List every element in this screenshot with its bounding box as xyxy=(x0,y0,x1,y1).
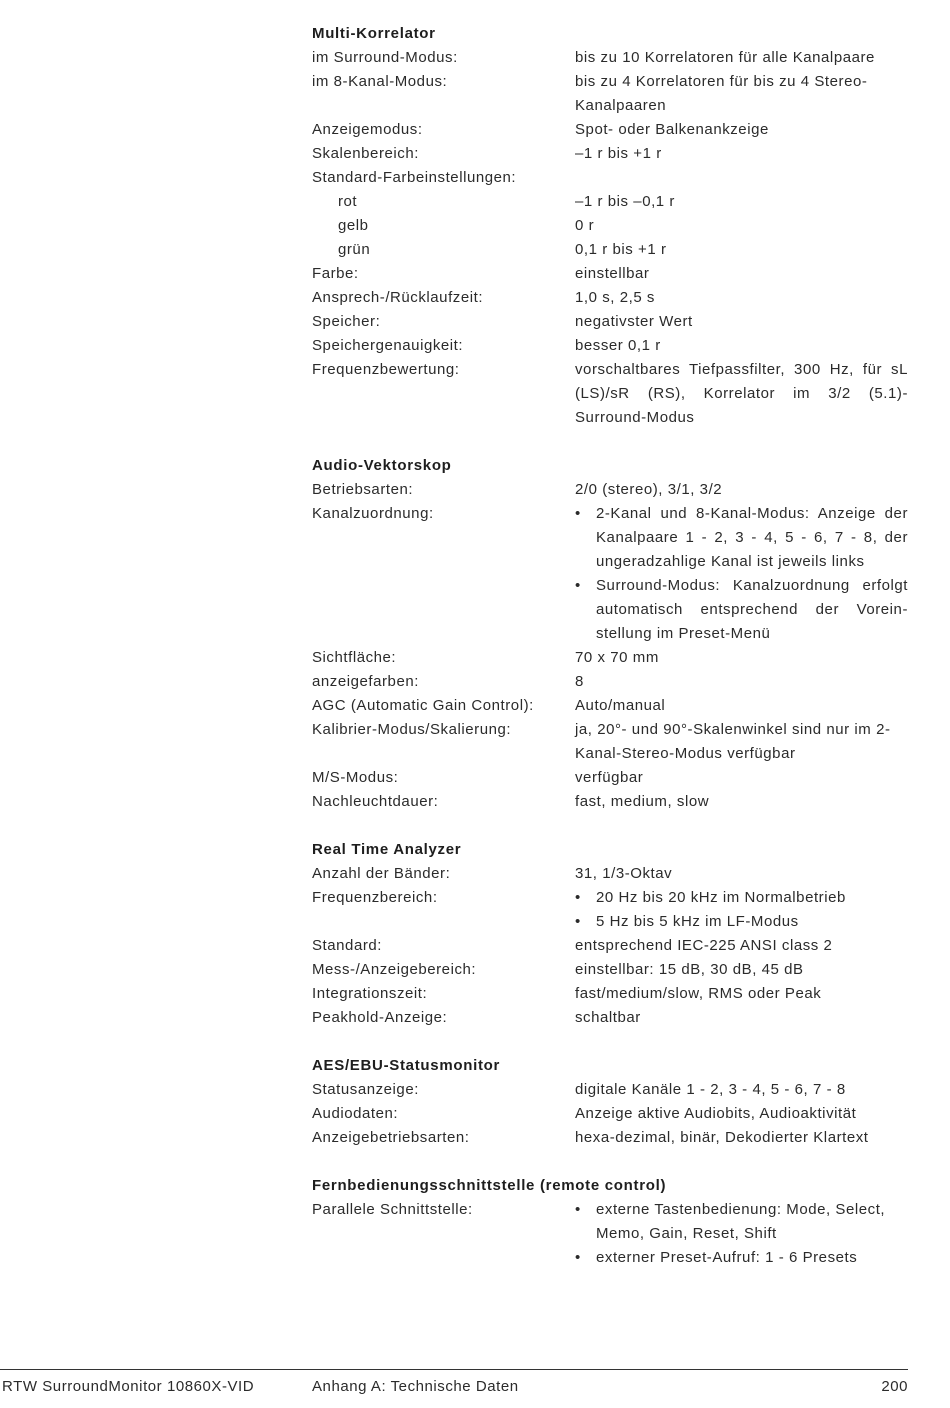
spec-row xyxy=(312,238,908,262)
spec-row xyxy=(312,646,908,670)
spec-label: Skalenbereich: xyxy=(312,145,419,162)
bullet-item xyxy=(575,886,908,910)
spec-value xyxy=(575,886,908,934)
spec-value: ja, 20°- und 90°-Skalenwinkel sind nur im 2-Kanal-Stereo-Modus verfügbar xyxy=(575,721,891,762)
spec-label: Speichergenauigkeit: xyxy=(312,337,464,354)
spec-row xyxy=(312,1102,908,1126)
spec-label: M/S-Modus: xyxy=(312,769,399,786)
spec-label: Kalibrier-Modus/Skalierung: xyxy=(312,721,512,738)
spec-value: einstellbar: 15 dB, 30 dB, 45 dB xyxy=(575,961,804,978)
bullet-text: externer Preset-Aufruf: 1 - 6 Presets xyxy=(596,1249,858,1266)
spec-value: 31, 1/3-Oktav xyxy=(575,865,673,882)
spec-row xyxy=(312,262,908,286)
bullet-text: Surround-Modus: Kanalzuordnung erfolgt automatisch entsprechend der Vorein-stellung im Preset-Menü xyxy=(596,577,908,642)
spec-value: negativster Wert xyxy=(575,313,693,330)
spec-row xyxy=(312,214,908,238)
spec-label: Nachleuchtdauer: xyxy=(312,793,439,810)
spec-row xyxy=(312,958,908,982)
spec-value: 2/0 (stereo), 3/1, 3/2 xyxy=(575,481,723,498)
spec-row xyxy=(312,286,908,310)
spec-value: entsprechend IEC-225 ANSI class 2 xyxy=(575,937,833,954)
spec-row xyxy=(312,694,908,718)
spec-label: rot xyxy=(338,193,358,210)
spec-row xyxy=(312,1006,908,1030)
spec-value: verfügbar xyxy=(575,769,644,786)
section-real-time-analyzer xyxy=(312,838,908,1030)
spec-value xyxy=(575,166,908,190)
footer-divider xyxy=(0,1369,908,1370)
bullet-icon: • xyxy=(575,1249,581,1266)
bullet-icon: • xyxy=(575,889,581,906)
spec-label: Standard: xyxy=(312,937,382,954)
spec-row xyxy=(312,118,908,142)
spec-value xyxy=(575,502,908,646)
spec-row xyxy=(312,142,908,166)
spec-label: anzeigefarben: xyxy=(312,673,419,690)
spec-label: Peakhold-Anzeige: xyxy=(312,1009,448,1026)
spec-value: –1 r bis –0,1 r xyxy=(575,193,675,210)
spec-label: Anzeigebetriebsarten: xyxy=(312,1129,470,1146)
section-heading: Fernbedienungsschnittstelle (remote control) xyxy=(312,1177,667,1194)
spec-row xyxy=(312,766,908,790)
section-heading: AES/EBU-Statusmonitor xyxy=(312,1057,501,1074)
spec-value: 0,1 r bis +1 r xyxy=(575,241,667,258)
spec-label: AGC (Automatic Gain Control): xyxy=(312,697,534,714)
bullet-text: 5 Hz bis 5 kHz im LF-Modus xyxy=(596,913,799,930)
spec-row xyxy=(312,70,908,118)
footer-chapter: Anhang A: Technische Daten xyxy=(312,1378,519,1395)
spec-row xyxy=(312,982,908,1006)
spec-value: bis zu 4 Korrelatoren für bis zu 4 Stereo-Kanalpaaren xyxy=(575,73,868,114)
bullet-icon: • xyxy=(575,577,581,594)
bullet-text: 20 Hz bis 20 kHz im Normalbetrieb xyxy=(596,889,846,906)
spec-row xyxy=(312,934,908,958)
spec-value: fast/medium/slow, RMS oder Peak xyxy=(575,985,822,1002)
spec-label: Betriebsarten: xyxy=(312,481,414,498)
spec-row xyxy=(312,310,908,334)
bullet-text: 2-Kanal und 8-Kanal-Modus: Anzeige der Kanalpaare 1 - 2, 3 - 4, 5 - 6, 7 - 8, der ungeradzahlige Kanal ist jeweils links xyxy=(596,505,908,570)
spec-label: Speicher: xyxy=(312,313,381,330)
bullet-icon: • xyxy=(575,913,581,930)
section-heading: Audio-Vektorskop xyxy=(312,457,452,474)
spec-label: Integrationszeit: xyxy=(312,985,428,1002)
spec-row xyxy=(312,790,908,814)
bullet-item xyxy=(575,502,908,574)
spec-label: Mess-/Anzeigebereich: xyxy=(312,961,477,978)
section-multi-korrelator xyxy=(312,22,908,430)
spec-label: Standard-Farbeinstellungen: xyxy=(312,169,517,186)
spec-value: besser 0,1 r xyxy=(575,337,661,354)
spec-label: Kanalzuordnung: xyxy=(312,505,434,522)
spec-value: einstellbar xyxy=(575,265,650,282)
bullet-item xyxy=(575,910,908,934)
section-remote-control xyxy=(312,1174,908,1270)
spec-row xyxy=(312,886,908,934)
spec-value: 1,0 s, 2,5 s xyxy=(575,289,655,306)
bullet-item xyxy=(575,1198,908,1246)
bullet-icon: • xyxy=(575,505,581,522)
spec-value: 70 x 70 mm xyxy=(575,649,659,666)
spec-row xyxy=(312,670,908,694)
spec-value: Auto/manual xyxy=(575,697,666,714)
bullet-item xyxy=(575,1246,908,1270)
spec-label: Sichtfläche: xyxy=(312,649,397,666)
spec-row xyxy=(312,862,908,886)
spec-row xyxy=(312,718,908,766)
bullet-item xyxy=(575,574,908,646)
spec-label: Farbe: xyxy=(312,265,359,282)
spec-label: im Surround-Modus: xyxy=(312,49,458,66)
bullet-icon: • xyxy=(575,1201,581,1218)
spec-value: fast, medium, slow xyxy=(575,793,710,810)
spec-row xyxy=(312,46,908,70)
spec-row xyxy=(312,334,908,358)
spec-label: Parallele Schnittstelle: xyxy=(312,1201,473,1218)
spec-value: 8 xyxy=(575,673,584,690)
page-number: 200 xyxy=(881,1378,908,1395)
spec-row xyxy=(312,478,908,502)
spec-content xyxy=(312,22,908,1294)
spec-label: Anzahl der Bänder: xyxy=(312,865,451,882)
spec-value: Spot- oder Balkenankzeige xyxy=(575,121,769,138)
spec-row xyxy=(312,358,908,430)
spec-value xyxy=(575,1198,908,1270)
page-footer xyxy=(0,1376,908,1398)
spec-label: im 8-Kanal-Modus: xyxy=(312,73,448,90)
spec-value: vorschaltbares Tiefpassfilter, 300 Hz, für sL (LS)/sR (RS), Korrelator im 3/2 (5.1)-Surround-Modus xyxy=(575,361,908,426)
footer-product: RTW SurroundMonitor 10860X-VID xyxy=(2,1378,255,1395)
spec-label: Anzeigemodus: xyxy=(312,121,423,138)
spec-label: Frequenzbereich: xyxy=(312,889,438,906)
spec-value: –1 r bis +1 r xyxy=(575,145,662,162)
spec-label: Statusanzeige: xyxy=(312,1081,419,1098)
spec-label: Frequenzbewertung: xyxy=(312,361,460,378)
spec-value: 0 r xyxy=(575,217,595,234)
spec-value: schaltbar xyxy=(575,1009,641,1026)
spec-row xyxy=(312,1126,908,1150)
section-aes-ebu-statusmonitor xyxy=(312,1054,908,1150)
spec-row xyxy=(312,502,908,646)
section-audio-vektorskop xyxy=(312,454,908,814)
spec-label: grün xyxy=(338,241,371,258)
spec-label: Audiodaten: xyxy=(312,1105,399,1122)
bullet-text: externe Tastenbedienung: Mode, Select, Memo, Gain, Reset, Shift xyxy=(596,1201,886,1242)
spec-row xyxy=(312,166,908,190)
section-heading: Real Time Analyzer xyxy=(312,841,462,858)
spec-value: hexa-dezimal, binär, Dekodierter Klartext xyxy=(575,1129,869,1146)
spec-label: gelb xyxy=(338,217,369,234)
spec-row xyxy=(312,190,908,214)
spec-value: Anzeige aktive Audiobits, Audioaktivität xyxy=(575,1105,857,1122)
spec-row xyxy=(312,1198,908,1270)
spec-value: digitale Kanäle 1 - 2, 3 - 4, 5 - 6, 7 - 8 xyxy=(575,1081,846,1098)
spec-row xyxy=(312,1078,908,1102)
section-heading: Multi-Korrelator xyxy=(312,25,436,42)
spec-label: Ansprech-/Rücklaufzeit: xyxy=(312,289,484,306)
spec-value: bis zu 10 Korrelatoren für alle Kanalpaare xyxy=(575,49,875,66)
